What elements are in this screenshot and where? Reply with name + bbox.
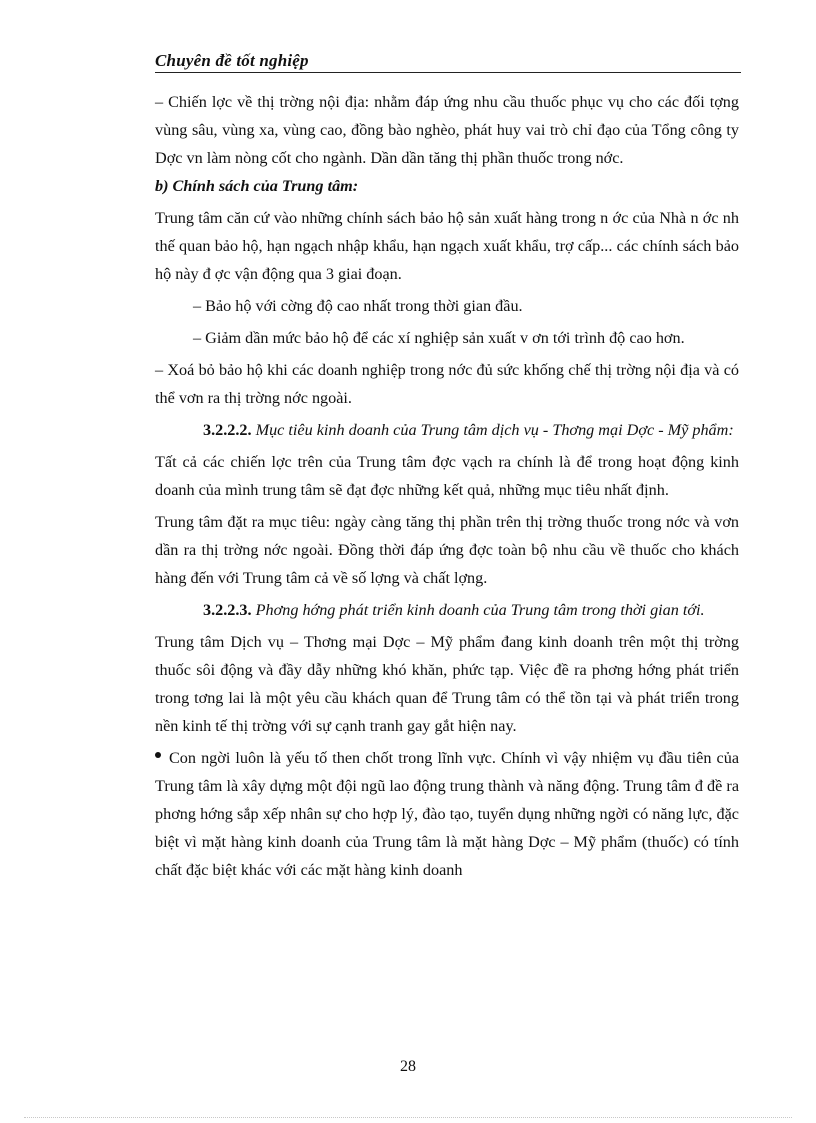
document-body [155, 88, 739, 884]
section-heading-3222 [155, 416, 739, 444]
section-number-3222: 3.2.2.2. [203, 421, 252, 439]
paragraph-strategies-goal: Tất cả các chiến lợc trên của Trung tâm đợc vạch ra chính là để trong hoạt động kinh doanh của mình trung tâm sẽ đạt đợc những kết quả, những mục tiêu nhất định. [155, 453, 739, 499]
bullet-paragraph-human-resources [155, 744, 739, 884]
paragraph-stage-1: – Bảo hộ với cờng độ cao nhất trong thời gian đầu. [193, 297, 523, 315]
bullet-text-human-resources: Con ngời luôn là yếu tố then chốt trong lĩnh vực. Chính vì vậy nhiệm vụ đầu tiên của Trung tâm là xây dựng một đội ngũ lao động trung thành và năng động. Trung tâm đ đề ra phơng hớng sắp xếp nhân sự cho hợp lý, đào tạo, tuyển dụng những ngời có năng lực, đặc biệt vì mặt hàng kinh doanh của Trung tâm là mặt hàng Dợc – Mỹ phẩm (thuốc) có tính chất đặc biệt khác với các mặt hàng kinh doanh [155, 749, 739, 879]
bullet-icon [155, 752, 161, 758]
section-title-3222: Mục tiêu kinh doanh của Trung tâm dịch vụ - Thơng mại Dợc - Mỹ phẩm: [255, 421, 734, 439]
paragraph-stage-3: – Xoá bỏ bảo hộ khi các doanh nghiệp trong nớc đủ sức khống chế thị trờng nội địa và có thể vơn ra thị trờng nớc ngoài. [155, 361, 739, 407]
section-title-3223: Phơng hớng phát triển kinh doanh của Trung tâm trong thời gian tới. [255, 601, 705, 619]
paragraph-domestic-strategy: – Chiến lợc về thị trờng nội địa: nhằm đáp ứng nhu cầu thuốc phục vụ cho các đối tợng vùng sâu, vùng xa, vùng cao, đồng bào nghèo, phát huy vai trò chỉ đạo của Tổng công ty Dợc vn làm nòng cốt cho ngành. Dần dần tăng thị phần thuốc trong nớc. [155, 93, 739, 167]
paragraph-market-goal: Trung tâm đặt ra mục tiêu: ngày càng tăng thị phần trên thị trờng thuốc trong nớc và vơn dần ra thị trờng nớc ngoài. Đồng thời đáp ứng đợc toàn bộ nhu cầu về thuốc cho khách hàng đến với Trung tâm cả về số lợng và chất lợng. [155, 513, 739, 587]
paragraph-protection-policy: Trung tâm căn cứ vào những chính sách bảo hộ sản xuất hàng trong n ớc của Nhà n ớc nh thế quan bảo hộ, hạn ngạch nhập khẩu, hạn ngạch xuất khẩu, trợ cấp... các chính sách bảo hộ này đ ợc vận động qua 3 giai đoạn. [155, 209, 739, 283]
section-heading-b: b) Chính sách của Trung tâm: [155, 177, 359, 195]
header-title: Chuyên đề tốt nghiệp [155, 51, 309, 70]
page-header [155, 48, 741, 73]
paragraph-market-context: Trung tâm Dịch vụ – Thơng mại Dợc – Mỹ phẩm đang kinh doanh trên một thị trờng thuốc sôi động và đầy dẫy những khó khăn, phức tạp. Việc đề ra phơng hớng phát triển trong tơng lai là một yêu cầu khách quan để Trung tâm có thể tồn tại và phát triển trong nền kinh tế thị trờng với sự cạnh tranh gay gắt hiện nay. [155, 633, 739, 735]
page-number: 28 [400, 1058, 416, 1075]
section-heading-3223 [155, 596, 739, 624]
section-number-3223: 3.2.2.3. [203, 601, 252, 619]
paragraph-stage-2: – Giảm dần mức bảo hộ để các xí nghiệp sản xuất v ơn tới trình độ cao hơn. [193, 329, 685, 347]
footer-divider [24, 1117, 792, 1118]
